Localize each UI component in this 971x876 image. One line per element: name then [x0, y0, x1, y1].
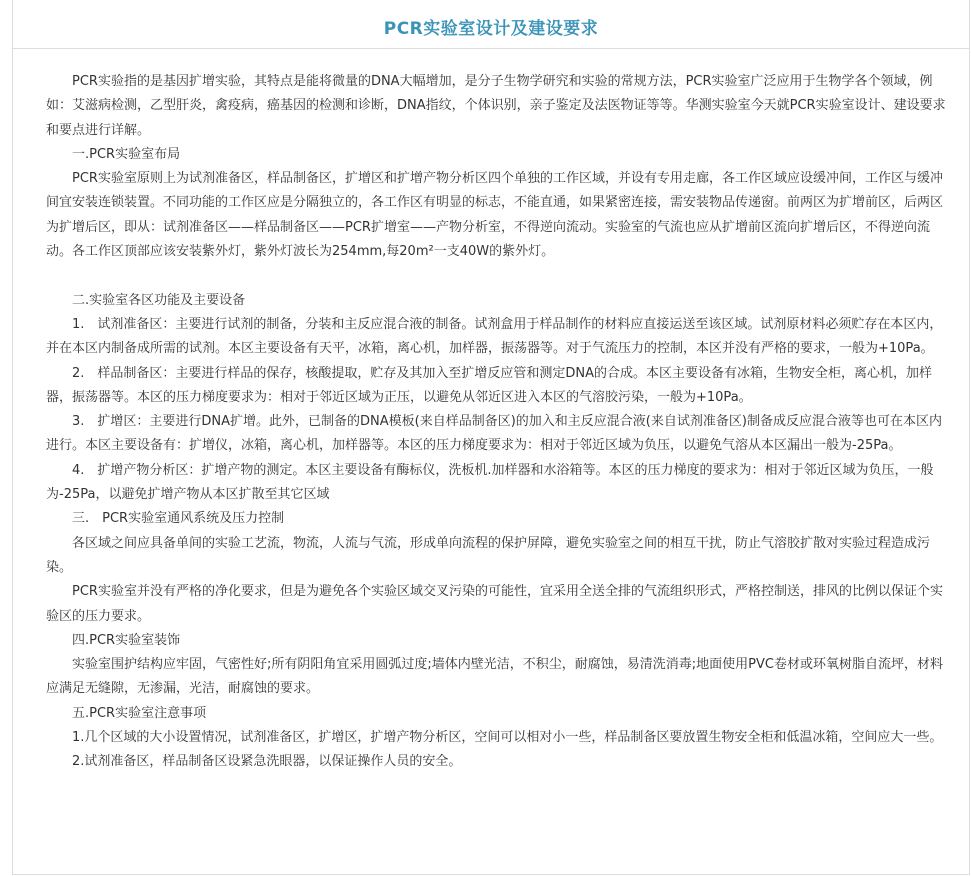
zone-sample-paragraph: 2. 样品制备区：主要进行样品的保存，核酸提取，贮存及其加入至扩增反应管和测定DNA的合成。本区主要设备有冰箱，生物安全柜，离心机，加样器，振荡器等。本区的压力梯度要求为：相对于邻近区域为正压，以避免从邻近区进入本区的气溶胶污染，一般为+10Pa。 — [46, 365, 933, 405]
notes-paragraph-2: 2.试剂准备区，样品制备区设紧急洗眼器，以保证操作人员的安全。 — [72, 754, 462, 770]
zone-amplification-paragraph: 3. 扩增区：主要进行DNA扩增。此外，已制备的DNA模板(来自样品制备区)的加入和主反应混合液(来自试剂准备区)制备成反应混合液等也可在本区内进行。本区主要设备有：扩增仪，冰箱，离心机，加样器等。本区的压力梯度要求为：相对于邻近区域为负压，以避免气溶从本区漏出一般为-25Pa。 — [46, 414, 942, 454]
notes-paragraph-1: 1.几个区域的大小设置情况，试剂准备区，扩增区，扩增产物分析区，空间可以相对小一些，样品制备区要放置生物安全柜和低温冰箱，空间应大一些。 — [72, 730, 943, 746]
zone-analysis-paragraph: 4. 扩增产物分析区：扩增产物的测定。本区主要设备有酶标仪，洗板机.加样器和水浴箱等。本区的压力梯度的要求为：相对于邻近区域为负压，一般为-25Pa，以避免扩增产物从本区扩散至其它区域 — [46, 462, 934, 503]
article-title: PCR实验室设计及建设要求 — [383, 19, 599, 39]
zone-reagent-paragraph: 1. 试剂准备区：主要进行试剂的制备，分装和主反应混合液的制备。试剂盒用于样品制作的材料应直接运送至该区域。试剂原材料必须贮存在本区内，并在本区内制备成所需的试剂。本区主要设备有天平，冰箱，离心机，加样器，振荡器等。对于气流压力的控制，本区并没有严格的要求，一般为+10Pa。 — [46, 316, 943, 357]
ventilation-paragraph-1: 各区域之间应具备单间的实验工艺流，物流，人流与气流，形成单向流程的保护屏障，避免实验室之间的相互干扰，防止气溶胶扩散对实验过程造成污染。 — [46, 535, 931, 575]
section-heading-notes: 五.PCR实验室注意事项 — [72, 705, 207, 721]
title-bar — [13, 0, 969, 49]
section-heading-layout: 一.PCR实验室布局 — [72, 146, 181, 162]
ventilation-paragraph-2: PCR实验室并没有严格的净化要求，但是为避免各个实验区域交叉污染的可能性，宜采用全送全排的气流组织形式，严格控制送，排风的比例以保证个实验区的压力要求。 — [46, 584, 943, 624]
intro-paragraph: PCR实验指的是基因扩增实验，其特点是能将微量的DNA大幅增加，是分子生物学研究和实验的常规方法，PCR实验室广泛应用于生物学各个领域，例如：艾滋病检测，乙型肝炎，禽疫病，癌基因的检测和诊断，DNA指纹，个体识别，亲子鉴定及法医物证等等。华测实验室今天就PCR实验室设计、建设要求和要点进行详解。 — [46, 74, 946, 138]
article-body — [46, 70, 948, 775]
layout-paragraph: PCR实验室原则上为试剂准备区，样品制备区，扩增区和扩增产物分析区四个单独的工作区域，并设有专用走廊，各工作区域应设缓冲间，工作区与缓冲间宜安装连锁装置。不同功能的工作区应是分隔独立的，各工作区有明显的标志，不能直通，如果紧密连接，需安装物品传递窗。前两区为扩增前区，后两区为扩增后区，即从：试剂准备区——样品制备区——PCR扩增室——产物分析室，不得逆向流动。实验室的气流也应从扩增前区流向扩增后区，不得逆向流动。各工作区顶部应该安装紫外灯，紫外灯波长为254mm,每20m²一支40W的紫外灯。 — [46, 171, 944, 260]
blank-line — [46, 264, 948, 288]
section-heading-zones: 二.实验室各区功能及主要设备 — [72, 292, 246, 308]
section-heading-ventilation: 三. PCR实验室通风系统及压力控制 — [72, 511, 285, 527]
section-heading-decoration: 四.PCR实验室装饰 — [72, 632, 181, 648]
decoration-paragraph: 实验室围护结构应牢固，气密性好;所有阴阳角宜采用圆弧过度;墙体内壁光洁，不积尘，耐腐蚀，易清洗消毒;地面使用PVC卷材或环氧树脂自流坪，材料应满足无缝隙，无渗漏，光洁，耐腐蚀的要求。 — [46, 657, 943, 697]
